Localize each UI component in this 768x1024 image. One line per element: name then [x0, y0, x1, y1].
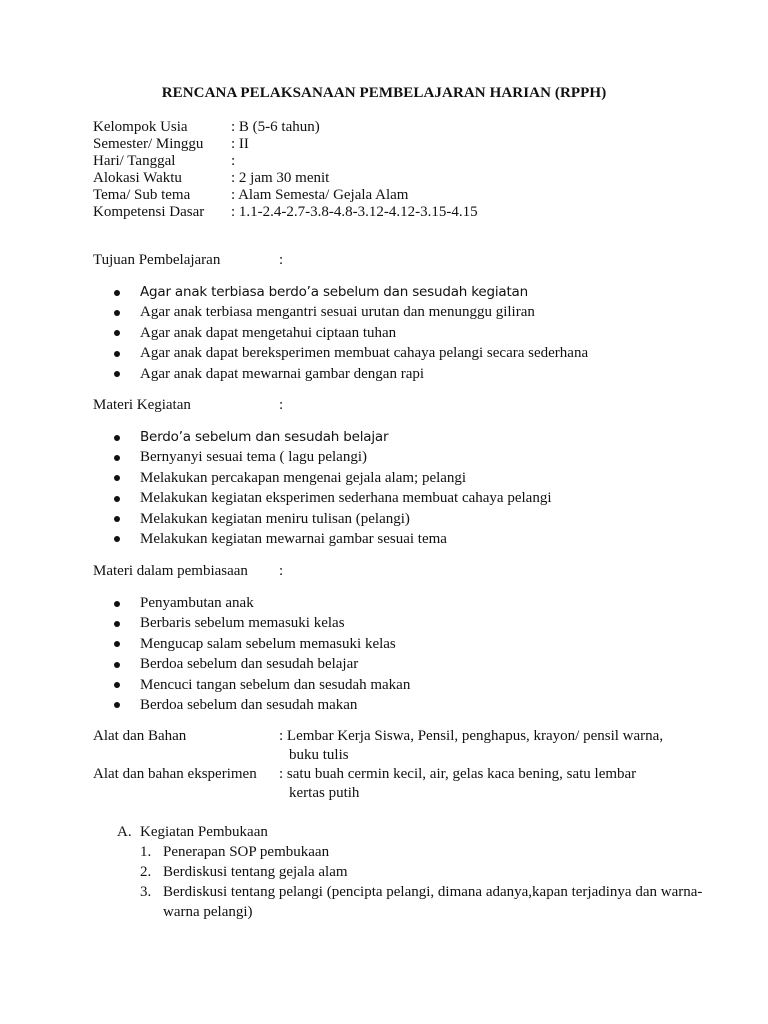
section-tujuan-heading: [93, 250, 713, 270]
info-key: Semester/ Minggu: [93, 136, 204, 152]
list-item: [113, 529, 733, 549]
info-row-kompetensi-dasar: [93, 204, 713, 221]
list-item: [113, 509, 733, 529]
step-item: [140, 862, 717, 882]
pembiasaan-list: [113, 593, 733, 715]
list-item-text: Mengucap salam sebelum memasuki kelas: [140, 635, 396, 652]
step-number: 3.: [140, 884, 152, 900]
bullet-icon: [114, 435, 120, 441]
alat-eksperimen-value-line1: : satu buah cermin kecil, air, gelas kaca bening, satu lembar: [279, 766, 637, 782]
bullet-icon: [114, 475, 120, 481]
section-colon: :: [279, 563, 284, 579]
alat-eksperimen-value: [279, 765, 733, 803]
alat-bahan-value: [279, 727, 733, 765]
list-item-text: Berdoa sebelum dan sesudah belajar: [140, 656, 359, 673]
list-item-text: Berbaris sebelum memasuki kelas: [140, 615, 345, 632]
kegiatan-pembukaan-steps: [140, 842, 717, 922]
section-colon: :: [279, 252, 284, 268]
step-text: Berdiskusi tentang gejala alam: [163, 864, 348, 880]
info-key: Kompetensi Dasar: [93, 204, 205, 220]
bullet-icon: [114, 330, 120, 336]
list-item: [113, 488, 733, 508]
step-text: Penerapan SOP pembukaan: [163, 844, 330, 860]
info-value: : B (5-6 tahun): [231, 119, 320, 135]
bullet-icon: [114, 536, 120, 542]
page-title: RENCANA PELAKSANAAN PEMBELAJARAN HARIAN (RPPH): [161, 85, 607, 101]
bullet-icon: [114, 351, 120, 357]
step-number: 2.: [140, 864, 152, 880]
list-item-text: Agar anak terbiasa mengantri sesuai urutan dan menunggu giliran: [140, 304, 535, 321]
step-item: [140, 882, 717, 922]
list-item: [113, 634, 733, 654]
tujuan-list: [113, 282, 733, 384]
list-item-text: Melakukan percakapan mengenai gejala alam; pelangi: [140, 469, 467, 486]
materi-list: [113, 427, 733, 549]
section-label: Materi dalam pembiasaan: [93, 563, 248, 579]
bullet-icon: [114, 290, 120, 296]
info-key: Alokasi Waktu: [93, 170, 182, 186]
bullet-icon: [114, 641, 120, 647]
alat-bahan-row: [93, 727, 733, 765]
list-item: [113, 427, 733, 447]
list-item-text: Melakukan kegiatan eksperimen sederhana membuat cahaya pelangi: [140, 490, 552, 507]
bullet-icon: [114, 621, 120, 627]
info-value: : Alam Semesta/ Gejala Alam: [231, 187, 409, 203]
section-heading-text: Kegiatan Pembukaan: [140, 824, 268, 840]
info-key: Tema/ Sub tema: [93, 187, 191, 203]
list-item: [113, 282, 733, 302]
bullet-icon: [114, 682, 120, 688]
list-item-text: Agar anak dapat mewarnai gambar dengan rapi: [140, 365, 425, 382]
list-item-text: Berdo’a sebelum dan sesudah belajar: [140, 429, 389, 445]
step-text: Berdiskusi tentang pelangi (pencipta pelangi, dimana adanya,kapan terjadinya dan warna-warna pelangi): [163, 884, 703, 920]
alat-eksperimen-label: Alat dan bahan eksperimen: [93, 766, 257, 782]
info-row-alokasi-waktu: [93, 170, 713, 187]
step-number: 1.: [140, 844, 152, 860]
alat-eksperimen-row: [93, 765, 733, 803]
list-item: [113, 695, 733, 715]
list-item-text: Agar anak dapat bereksperimen membuat cahaya pelangi secara sederhana: [140, 345, 589, 362]
bullet-icon: [114, 516, 120, 522]
list-item-text: Agar anak terbiasa berdo’a sebelum dan sesudah kegiatan: [140, 284, 528, 300]
tools-block: [93, 727, 733, 803]
info-key: Kelompok Usia: [93, 119, 188, 135]
alat-eksperimen-value-line2: kertas putih: [289, 785, 360, 801]
info-row-tema: [93, 187, 713, 204]
alat-bahan-value-line1: : Lembar Kerja Siswa, Pensil, penghapus, krayon/ pensil warna,: [279, 728, 664, 744]
info-row-semester: [93, 136, 713, 153]
section-colon: :: [279, 397, 284, 413]
list-item-text: Bernyanyi sesuai tema ( lagu pelangi): [140, 449, 368, 466]
bullet-icon: [114, 496, 120, 502]
section-materi-heading: [93, 395, 713, 415]
section-pembiasaan-heading: [93, 561, 713, 581]
list-item: [113, 613, 733, 633]
info-value: :: [231, 153, 236, 169]
list-item: [113, 302, 733, 322]
info-row-kelompok-usia: [93, 119, 713, 136]
alat-bahan-label: Alat dan Bahan: [93, 728, 187, 744]
list-item-text: Mencuci tangan sebelum dan sesudah makan: [140, 676, 411, 693]
kegiatan-pembukaan-section: [117, 822, 717, 922]
bullet-icon: [114, 702, 120, 708]
alat-bahan-value-line2: buku tulis: [289, 747, 349, 763]
list-item: [113, 675, 733, 695]
list-item: [113, 593, 733, 613]
info-value: : 1.1-2.4-2.7-3.8-4.8-3.12-4.12-3.15-4.15: [231, 204, 478, 220]
list-item-text: Melakukan kegiatan mewarnai gambar sesuai tema: [140, 530, 447, 547]
list-item-text: Agar anak dapat mengetahui ciptaan tuhan: [140, 324, 397, 341]
bullet-icon: [114, 662, 120, 668]
info-value: : 2 jam 30 menit: [231, 170, 330, 186]
list-item-text: Berdoa sebelum dan sesudah makan: [140, 696, 358, 713]
list-item: [113, 654, 733, 674]
step-item: [140, 842, 717, 862]
bullet-icon: [114, 310, 120, 316]
list-item-text: Melakukan kegiatan meniru tulisan (pelangi): [140, 510, 410, 527]
info-key: Hari/ Tanggal: [93, 153, 176, 169]
info-block: [93, 119, 713, 221]
bullet-icon: [114, 601, 120, 607]
bullet-icon: [114, 455, 120, 461]
section-label: Materi Kegiatan: [93, 397, 191, 413]
section-label: Tujuan Pembelajaran: [93, 252, 221, 268]
list-item: [113, 323, 733, 343]
info-row-hari-tanggal: [93, 153, 713, 170]
list-item-text: Penyambutan anak: [140, 595, 254, 611]
list-item: [113, 468, 733, 488]
bullet-icon: [114, 371, 120, 377]
list-item: [113, 447, 733, 467]
section-letter: A.: [117, 824, 132, 840]
list-item: [113, 343, 733, 363]
kegiatan-pembukaan-heading: [117, 822, 717, 842]
info-value: : II: [231, 136, 249, 152]
list-item: [113, 364, 733, 384]
